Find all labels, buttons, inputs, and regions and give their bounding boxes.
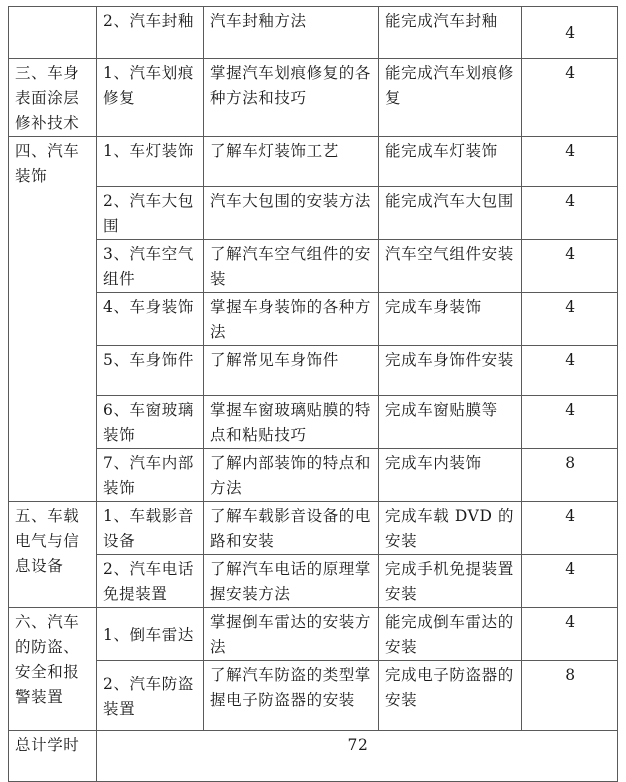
topic-cell: 7、汽车内部装饰 (97, 449, 204, 502)
hours-cell: 4 (522, 187, 618, 240)
knowledge-cell: 掌握车窗玻璃贴膜的特点和粘贴技巧 (204, 396, 379, 449)
topic-cell: 2、汽车封釉 (97, 7, 204, 59)
hours-cell: 4 (522, 293, 618, 346)
knowledge-cell: 了解车载影音设备的电路和安装 (204, 502, 379, 555)
topic-cell: 4、车身装饰 (97, 293, 204, 346)
table-row (9, 7, 618, 59)
module-cell: 五、车载电气与信息设备 (9, 502, 97, 608)
topic-cell: 3、汽车空气组件 (97, 240, 204, 293)
hours-cell: 4 (522, 7, 618, 59)
knowledge-cell: 了解常见车身饰件 (204, 346, 379, 396)
table-row (9, 187, 618, 240)
knowledge-cell: 了解内部装饰的特点和方法 (204, 449, 379, 502)
skill-cell: 完成车内装饰 (379, 449, 522, 502)
topic-cell: 1、车载影音设备 (97, 502, 204, 555)
hours-cell: 4 (522, 608, 618, 661)
skill-cell: 汽车空气组件安装 (379, 240, 522, 293)
hours-cell: 4 (522, 59, 618, 137)
skill-cell: 能完成车灯装饰 (379, 137, 522, 187)
hours-cell: 4 (522, 346, 618, 396)
knowledge-cell: 汽车封釉方法 (204, 7, 379, 59)
table-row (9, 346, 618, 396)
hours-cell: 4 (522, 240, 618, 293)
topic-cell: 2、汽车电话免提装置 (97, 555, 204, 608)
table-row (9, 293, 618, 346)
table-row (9, 396, 618, 449)
skill-cell: 完成车身装饰 (379, 293, 522, 346)
hours-cell: 4 (522, 555, 618, 608)
table-row (9, 661, 618, 731)
module-cell (9, 7, 97, 59)
module-cell: 六、汽车的防盗、安全和报警装置 (9, 608, 97, 731)
hours-cell: 4 (522, 502, 618, 555)
table-row (9, 555, 618, 608)
skill-cell: 完成车窗贴膜等 (379, 396, 522, 449)
knowledge-cell: 了解车灯装饰工艺 (204, 137, 379, 187)
table-row (9, 608, 618, 661)
hours-cell: 8 (522, 449, 618, 502)
topic-cell: 6、车窗玻璃装饰 (97, 396, 204, 449)
knowledge-cell: 掌握车身装饰的各种方法 (204, 293, 379, 346)
hours-cell: 4 (522, 137, 618, 187)
knowledge-cell: 掌握汽车划痕修复的各种方法和技巧 (204, 59, 379, 137)
knowledge-cell: 了解汽车空气组件的安装 (204, 240, 379, 293)
module-cell: 三、车身表面涂层修补技术 (9, 59, 97, 137)
total-value: 72 (97, 731, 618, 782)
skill-cell: 能完成汽车大包围 (379, 187, 522, 240)
table-row (9, 59, 618, 137)
topic-cell: 2、汽车大包围 (97, 187, 204, 240)
module-cell: 四、汽车装饰 (9, 137, 97, 502)
topic-cell: 2、汽车防盗装置 (97, 661, 204, 731)
topic-cell: 1、倒车雷达 (97, 608, 204, 661)
knowledge-cell: 了解汽车防盗的类型掌握电子防盗器的安装 (204, 661, 379, 731)
topic-cell: 5、车身饰件 (97, 346, 204, 396)
topic-cell: 1、汽车划痕修复 (97, 59, 204, 137)
knowledge-cell: 汽车大包围的安装方法 (204, 187, 379, 240)
table-row (9, 137, 618, 187)
curriculum-table (8, 6, 618, 782)
hours-cell: 8 (522, 661, 618, 731)
skill-cell: 能完成汽车划痕修复 (379, 59, 522, 137)
hours-cell: 4 (522, 396, 618, 449)
skill-cell: 完成电子防盗器的安装 (379, 661, 522, 731)
skill-cell: 完成手机免提装置安装 (379, 555, 522, 608)
table-row (9, 449, 618, 502)
topic-cell: 1、车灯装饰 (97, 137, 204, 187)
total-row (9, 731, 618, 782)
skill-cell: 能完成汽车封釉 (379, 7, 522, 59)
skill-cell: 能完成倒车雷达的安装 (379, 608, 522, 661)
table-row (9, 502, 618, 555)
total-label: 总计学时 (9, 731, 97, 782)
skill-cell: 完成车身饰件安装 (379, 346, 522, 396)
knowledge-cell: 掌握倒车雷达的安装方法 (204, 608, 379, 661)
table-row (9, 240, 618, 293)
knowledge-cell: 了解汽车电话的原理掌握安装方法 (204, 555, 379, 608)
skill-cell: 完成车载 DVD 的安装 (379, 502, 522, 555)
